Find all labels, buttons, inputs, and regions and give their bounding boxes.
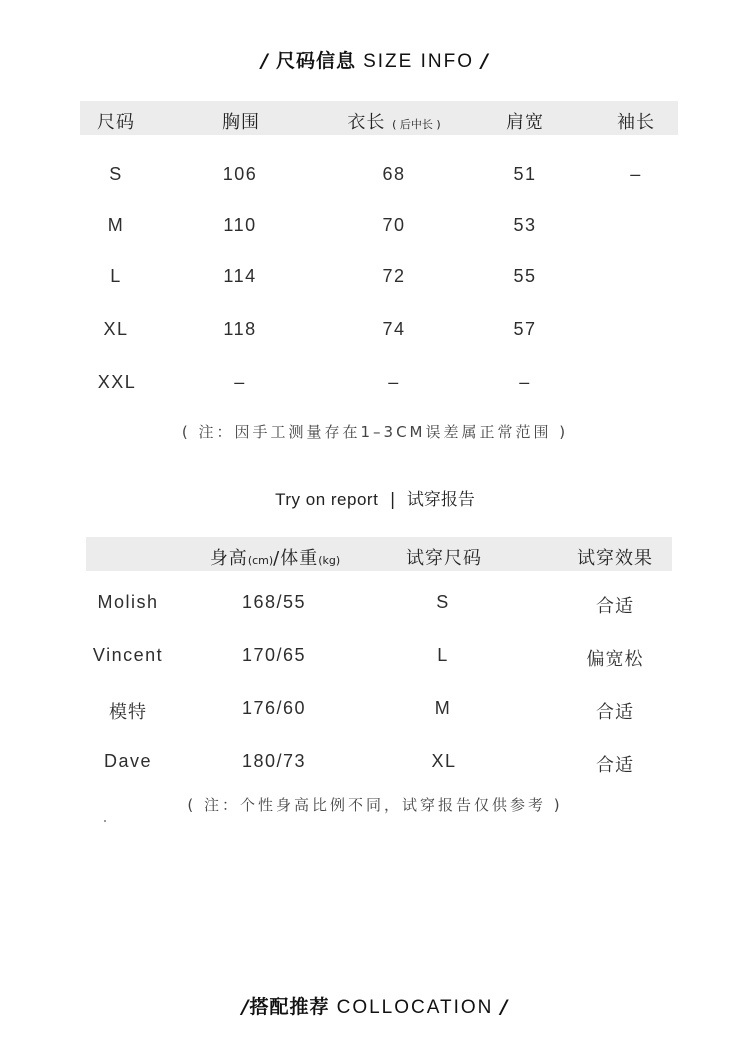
cell-try-size: XL bbox=[431, 751, 457, 771]
stray-dot bbox=[104, 820, 106, 822]
header-try-size: 试穿尺码 bbox=[406, 548, 482, 569]
cell-shoulder: 51 bbox=[513, 164, 537, 184]
title-slash-right: / bbox=[481, 50, 489, 72]
try-on-title-separator: | bbox=[389, 490, 396, 510]
header-body bbox=[210, 544, 340, 570]
cell-size: S bbox=[109, 164, 123, 184]
cell-body: 180/73 bbox=[241, 751, 307, 771]
header-length-label: 衣长 bbox=[347, 112, 386, 133]
try-on-title-cn: 试穿报告 bbox=[406, 490, 475, 510]
collocation-slash-left: / bbox=[241, 996, 250, 1018]
cell-effect: 合适 bbox=[596, 702, 634, 723]
header-length-note: ( 后中长 ) bbox=[392, 118, 441, 131]
cell-size: XL bbox=[103, 319, 129, 339]
cell-chest: – bbox=[234, 372, 246, 392]
cell-effect: 合适 bbox=[596, 755, 634, 776]
cell-model-name: Dave bbox=[103, 751, 153, 771]
cell-chest: 110 bbox=[223, 215, 257, 235]
cell-model-name: Vincent bbox=[92, 645, 164, 665]
size-info-title bbox=[0, 46, 750, 73]
title-slash-left: / bbox=[261, 50, 269, 72]
cell-effect: 偏宽松 bbox=[586, 649, 644, 670]
header-sleeve: 袖长 bbox=[617, 112, 655, 133]
cell-try-size: L bbox=[437, 645, 449, 665]
cell-length: 70 bbox=[382, 215, 406, 235]
cell-size: M bbox=[107, 215, 125, 235]
title-en: SIZE INFO bbox=[363, 51, 474, 72]
cell-shoulder: 53 bbox=[513, 215, 537, 235]
collocation-slash-right: / bbox=[500, 996, 509, 1018]
cell-chest: 114 bbox=[223, 266, 257, 286]
cell-length: 68 bbox=[382, 164, 406, 184]
cell-length: 74 bbox=[382, 319, 406, 339]
cell-body: 168/55 bbox=[241, 592, 307, 612]
title-cn: 尺码信息 bbox=[276, 50, 357, 72]
header-size: 尺码 bbox=[97, 112, 135, 133]
header-height-unit: (cm) bbox=[247, 554, 274, 567]
header-weight-unit: (kg) bbox=[318, 554, 341, 567]
cell-size: XXL bbox=[97, 372, 137, 392]
size-note: ( 注：因手工测量存在1–3CM误差属正常范围 ) bbox=[181, 423, 569, 441]
header-effect: 试穿效果 bbox=[577, 548, 653, 569]
cell-shoulder: – bbox=[519, 372, 531, 392]
collocation-title-cn: 搭配推荐 bbox=[249, 996, 330, 1018]
cell-try-size: M bbox=[434, 698, 452, 718]
collocation-title bbox=[0, 992, 750, 1019]
cell-sleeve: – bbox=[630, 164, 642, 184]
header-height: 身高 bbox=[209, 548, 248, 569]
cell-model-name: 模特 bbox=[109, 702, 147, 723]
cell-chest: 106 bbox=[222, 164, 258, 184]
cell-shoulder: 55 bbox=[513, 266, 537, 286]
header-weight: /体重 bbox=[273, 548, 319, 569]
cell-body: 170/65 bbox=[241, 645, 307, 665]
cell-try-size: S bbox=[436, 592, 450, 612]
cell-length: – bbox=[388, 372, 400, 392]
cell-shoulder: 57 bbox=[513, 319, 537, 339]
try-on-title bbox=[0, 485, 750, 510]
cell-model-name: Molish bbox=[97, 592, 159, 612]
cell-length: 72 bbox=[382, 266, 406, 286]
header-length bbox=[347, 108, 440, 134]
cell-chest: 118 bbox=[223, 319, 257, 339]
collocation-title-en: COLLOCATION bbox=[336, 997, 494, 1018]
cell-size: L bbox=[110, 266, 122, 286]
try-on-title-en: Try on report bbox=[275, 490, 379, 509]
header-chest: 胸围 bbox=[222, 112, 260, 133]
header-shoulder: 肩宽 bbox=[506, 112, 544, 133]
try-on-note: ( 注：个性身高比例不同，试穿报告仅供参考 ) bbox=[187, 796, 563, 814]
cell-body: 176/60 bbox=[241, 698, 307, 718]
cell-effect: 合适 bbox=[596, 596, 634, 617]
